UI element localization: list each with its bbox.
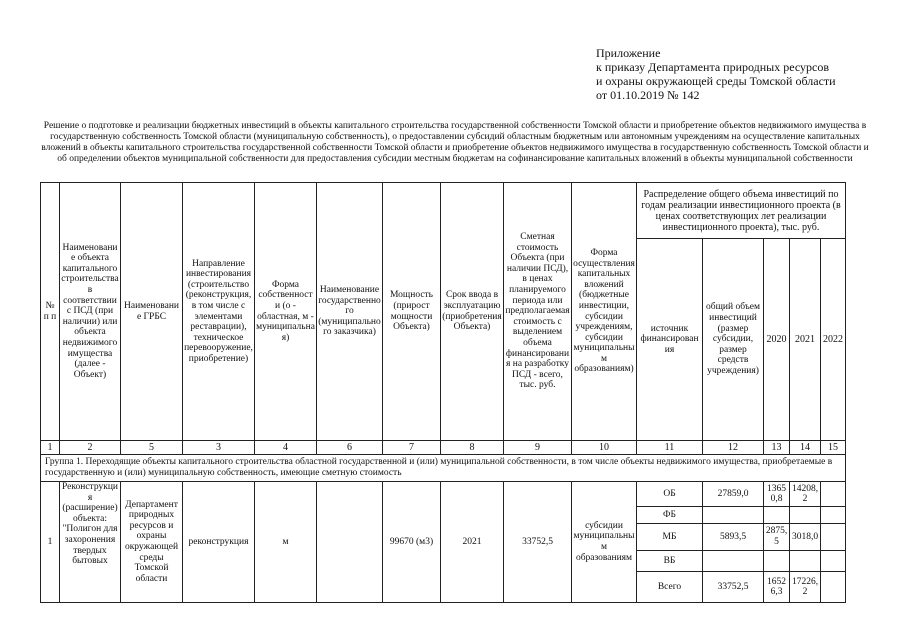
table-row: [41, 482, 846, 507]
source-2022: [821, 482, 846, 507]
source-2021: 17226,2: [790, 572, 821, 603]
decision-title: Решение о подготовке и реализации бюджетных инвестиций в объекты капитального строительства государственной собственности Томской области и приобретение объектов недвижимого имущества в государственную собственность Томской области (муниципальную собственность), о предоставлении субсидий областным бюджетным или автономным учреждениям на осуществление капитальных вложений в объекты капитального строительства государственной собственности Томской области и приобретение объектов недвижимого имущества в государственную собственность Томской области и об определении объектов муниципальной собственности для предоставления субсидии местным бюджетам на софинансирование капитальных вложений в объекты муниципальной собственности: [41, 121, 869, 164]
customer-value: [317, 482, 383, 603]
row-number: 1: [41, 482, 60, 603]
column-numbers-row: [41, 441, 846, 455]
ownership-value: м: [255, 482, 317, 603]
source-2022: [821, 572, 846, 603]
direction-value: реконструкция: [183, 482, 255, 603]
header-no: № п п: [41, 183, 60, 441]
header-form: Форма осуществления капитальных вложений (бюджетные инвестиции, субсидии учреждениям, субсидии муниципальным образованиям): [572, 183, 637, 441]
source-2020: [764, 507, 790, 524]
header-source: источник финансирования: [637, 239, 703, 441]
source-2020: [764, 551, 790, 572]
header-distribution: Распределение общего объема инвестиций по годам реализации инвестиционного проекта (в ценах соответствующих лет реализации инвестиционного проекта), тыс. руб.: [637, 183, 846, 239]
source-name: МБ: [637, 523, 703, 551]
column-number: 6: [317, 441, 383, 455]
header-ownership: Форма собственности (о - областная, м - муниципальная): [255, 183, 317, 441]
header-total-volume: общий объем инвестиций (размер субсидии, размер средств учреждения): [703, 239, 764, 441]
appendix-line: и охраны окружающей среды Томской области: [596, 74, 836, 88]
header-term: Срок ввода в эксплуатацию (приобретения Объекта): [441, 183, 504, 441]
source-2021: 14208,2: [790, 482, 821, 507]
investment-table: [40, 182, 846, 603]
column-number: 4: [255, 441, 317, 455]
column-number: 3: [183, 441, 255, 455]
column-number: 11: [637, 441, 703, 455]
source-total: [703, 551, 764, 572]
source-total: 5893,5: [703, 523, 764, 551]
column-number: 13: [764, 441, 790, 455]
column-number: 15: [821, 441, 846, 455]
group-1-heading: Группа 1. Переходящие объекты капитального строительства областной государственной и (или) муниципальной собственности, в том числе объекты недвижимого имущества, приобретаемые в государственную и (или) муниципальную собственность, имеющие сметную стоимость: [41, 455, 846, 482]
column-number: 5: [121, 441, 183, 455]
capacity-value: 99670 (м3): [383, 482, 441, 603]
source-total: [703, 507, 764, 524]
estimate-value: 33752,5: [504, 482, 572, 603]
source-total: 27859,0: [703, 482, 764, 507]
appendix-line: к приказу Департамента природных ресурсов: [596, 60, 830, 74]
source-2020: 16526,3: [764, 572, 790, 603]
header-estimate: Сметная стоимость Объекта (при наличии ПСД), в ценах планируемого периода или предполагаемая стоимость с выделением объема финансирования на разработку ПСД - всего, тыс. руб.: [504, 183, 572, 441]
column-number: 9: [504, 441, 572, 455]
source-2021: 3018,0: [790, 523, 821, 551]
source-name: Всего: [637, 572, 703, 603]
header-grbs: Наименование ГРБС: [121, 183, 183, 441]
form-value: субсидии муниципальным образованиям: [572, 482, 637, 603]
source-2021: [790, 507, 821, 524]
appendix-line: Приложение: [596, 46, 661, 60]
column-number: 7: [383, 441, 441, 455]
column-number: 1: [41, 441, 60, 455]
source-2020: 13650,8: [764, 482, 790, 507]
source-name: ФБ: [637, 507, 703, 524]
grbs-name: Департамент природных ресурсов и охраны окружающей среды Томской области: [121, 482, 183, 603]
source-2021: [790, 551, 821, 572]
header-direction: Направление инвестирования (строительство (реконструкция, в том числе с элементами реставрации), техническое перевооружение, приобретение): [183, 183, 255, 441]
appendix-block: [596, 46, 836, 102]
column-number: 12: [703, 441, 764, 455]
header-object: Наименование объекта капитального строительства в соответствии с ПСД (при наличии) или объекта недвижимого имущества (далее - Объект): [60, 183, 121, 441]
object-name-cell: [60, 482, 121, 603]
header-capacity: Мощность (прирост мощности Объекта): [383, 183, 441, 441]
appendix-line: от 01.10.2019 № 142: [596, 88, 700, 102]
source-name: ОБ: [637, 482, 703, 507]
column-number: 10: [572, 441, 637, 455]
column-number: 8: [441, 441, 504, 455]
source-total: 33752,5: [703, 572, 764, 603]
object-name: Реконструкция (расширение) объекта: "Полигон для захоронения твердых бытовых: [62, 482, 118, 567]
column-number: 2: [60, 441, 121, 455]
column-number: 14: [790, 441, 821, 455]
header-year-2021: 2021: [790, 239, 821, 441]
source-name: ВБ: [637, 551, 703, 572]
header-customer: Наименование государственного (муниципального заказчика): [317, 183, 383, 441]
term-value: 2021: [441, 482, 504, 603]
header-year-2022: 2022: [821, 239, 846, 441]
header-year-2020: 2020: [764, 239, 790, 441]
source-2020: 2875,5: [764, 523, 790, 551]
source-2022: [821, 507, 846, 524]
source-2022: [821, 551, 846, 572]
source-2022: [821, 523, 846, 551]
